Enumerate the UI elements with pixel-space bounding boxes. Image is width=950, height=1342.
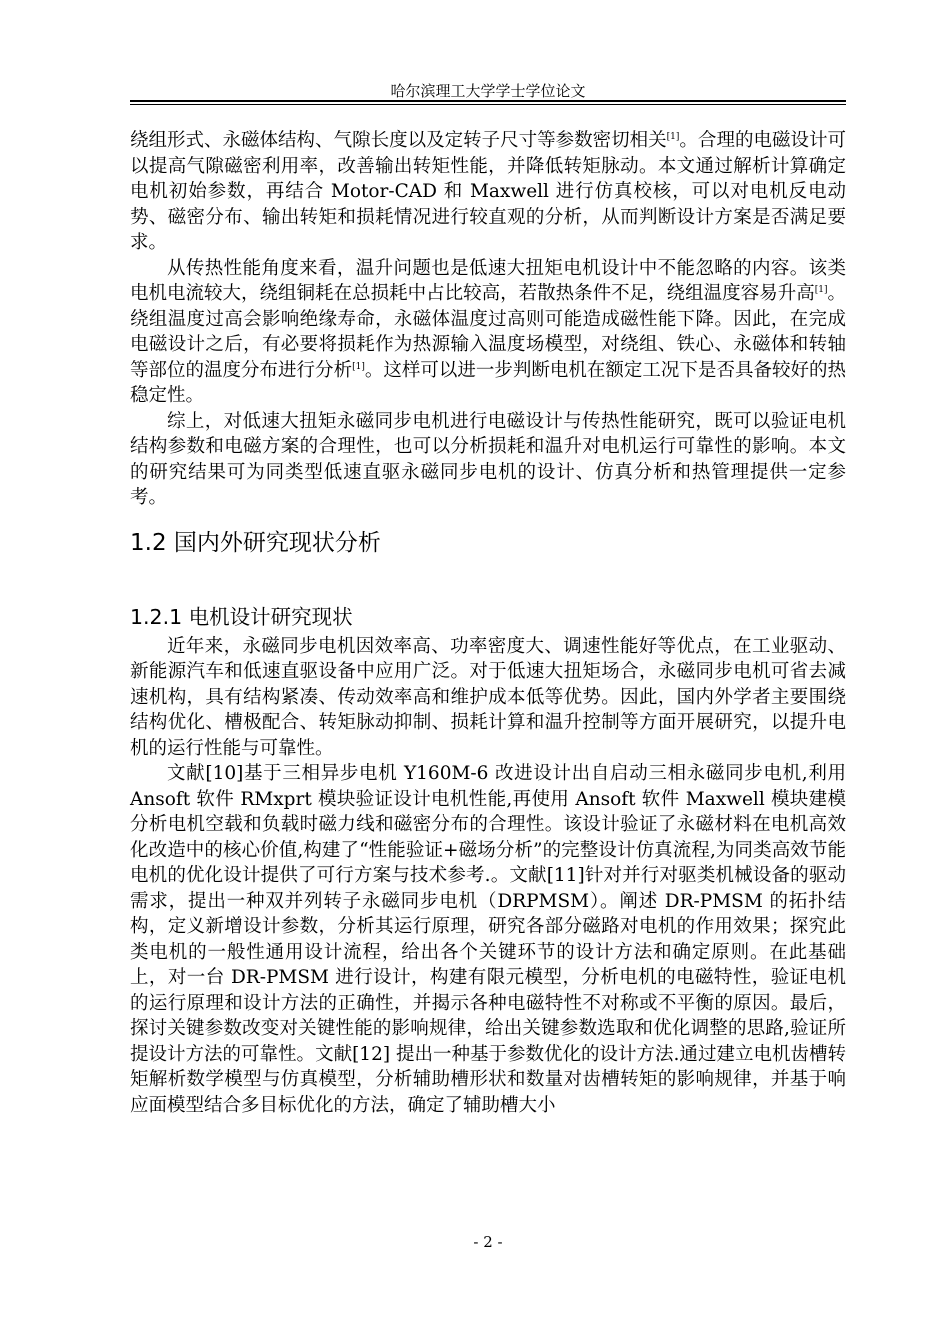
citation: [1] — [814, 285, 828, 295]
citation: [1] — [666, 132, 680, 142]
header-rule-thin — [130, 104, 846, 105]
section-heading: 1.2 国内外研究现状分析 — [130, 529, 381, 556]
paragraph-1-text: 绕组形式、永磁体结构、气隙长度以及定转子尺寸等参数密切相关 — [130, 130, 667, 151]
body-text — [130, 128, 846, 1118]
paragraph-5: 文献[10]基于三相异步电机 Y160M-6 改进设计出自启动三相永磁同步电机,利用 Ansoft 软件 RMxprt 模块验证设计电机性能,再使用 Ansoft 软件 Maxwell 模块建模分析电机空载和负载时磁力线和磁密分布的合理性。该设计验证了永磁材料在电机高效化改造中的核心价值,构建了“性能验证+磁场分析”的完整设计仿真流程,为同类高效节能电机的优化设计提供了可行方案与技术参考.。文献[11]针对并行对驱类机械设备的驱动需求，提出一种双并列转子永磁同步电机（DRPMSM）。阐述 DR-PMSM 的拓扑结构，定义新增设计参数，分析其运行原理，研究各部分磁路对电机的作用效果；探究此类电机的一般性通用设计流程，给出各个关键环节的设计方法和确定原则。在此基础上，对一台 DR-PMSM 进行设计，构建有限元模型，分析电机的电磁特性，验证电机的运行原理和设计方法的正确性，并揭示各种电磁特性不对称或不平衡的原因。最后，探讨关键参数改变对关键性能的影响规律，给出关键参数选取和优化调整的思路,验证所提设计方法的可靠性。文献[12] 提出一种基于参数优化的设计方法.通过建立电机齿槽转矩解析数学模型与仿真模型，分析辅助槽形状和数量对齿槽转矩的影响规律，并基于响应面模型结合多目标优化的方法，确定了辅助槽大小 — [130, 763, 846, 1116]
paragraph-4: 近年来，永磁同步电机因效率高、功率密度大、调速性能好等优点，在工业驱动、新能源汽车和低速直驱设备中应用广泛。对于低速大扭矩场合，永磁同步电机可省去减速机构，具有结构紧凑、传动效率高和维护成本低等优势。因此，国内外学者主要围绕结构优化、槽极配合、转矩脉动抑制、损耗计算和温升控制等方面开展研究，以提升电机的运行性能与可靠性。 — [130, 635, 846, 759]
citation: [1] — [352, 361, 365, 372]
paragraph-2-mid: 。绕组温度过高会影响绝缘寿命，永磁体温度过高则可能造成磁性能下降。因此，在完成电磁设计之后，有必要将损耗作为热源输入温度场模型，对绕组、铁心、永磁体和转轴等部位的温度分布进行分析 — [130, 283, 846, 381]
paragraph-3: 综上，对低速大扭矩永磁同步电机进行电磁设计与传热性能研究，既可以验证电机结构参数和电磁方案的合理性，也可以分析损耗和温升对电机运行可靠性的影响。本文的研究结果可为同类型低速直驱永磁同步电机的设计、仿真分析和热管理提供一定参考。 — [130, 410, 846, 508]
paragraph-2-rest: 。这样可以进一步判断电机在额定工况下是否具备较好的热稳定性。 — [130, 359, 846, 406]
running-header: 哈尔滨理工大学学士学位论文 — [390, 82, 586, 100]
paragraph-1 — [130, 128, 846, 256]
header-rule-thick — [130, 100, 846, 102]
subsection-heading: 1.2.1 电机设计研究现状 — [130, 604, 353, 629]
paragraph-2 — [130, 256, 846, 409]
paragraph-2-text: 从传热性能角度来看，温升问题也是低速大扭矩电机设计中不能忽略的内容。该类电机电流较大，绕组铜耗在总损耗中占比较高，若散热条件不足，绕组温度容易升高 — [130, 257, 846, 304]
page-number: - 2 - — [473, 1233, 503, 1251]
paragraph-1-rest: 。合理的电磁设计可以提高气隙磁密利用率，改善输出转矩性能，并降低转矩脉动。本文通过解析计算确定电机初始参数，再结合 Motor-CAD 和 Maxwell 进行仿真校核，可以对电机反电动势、磁密分布、输出转矩和损耗情况进行较直观的分析，从而判断设计方案是否满足要求。 — [130, 130, 846, 253]
